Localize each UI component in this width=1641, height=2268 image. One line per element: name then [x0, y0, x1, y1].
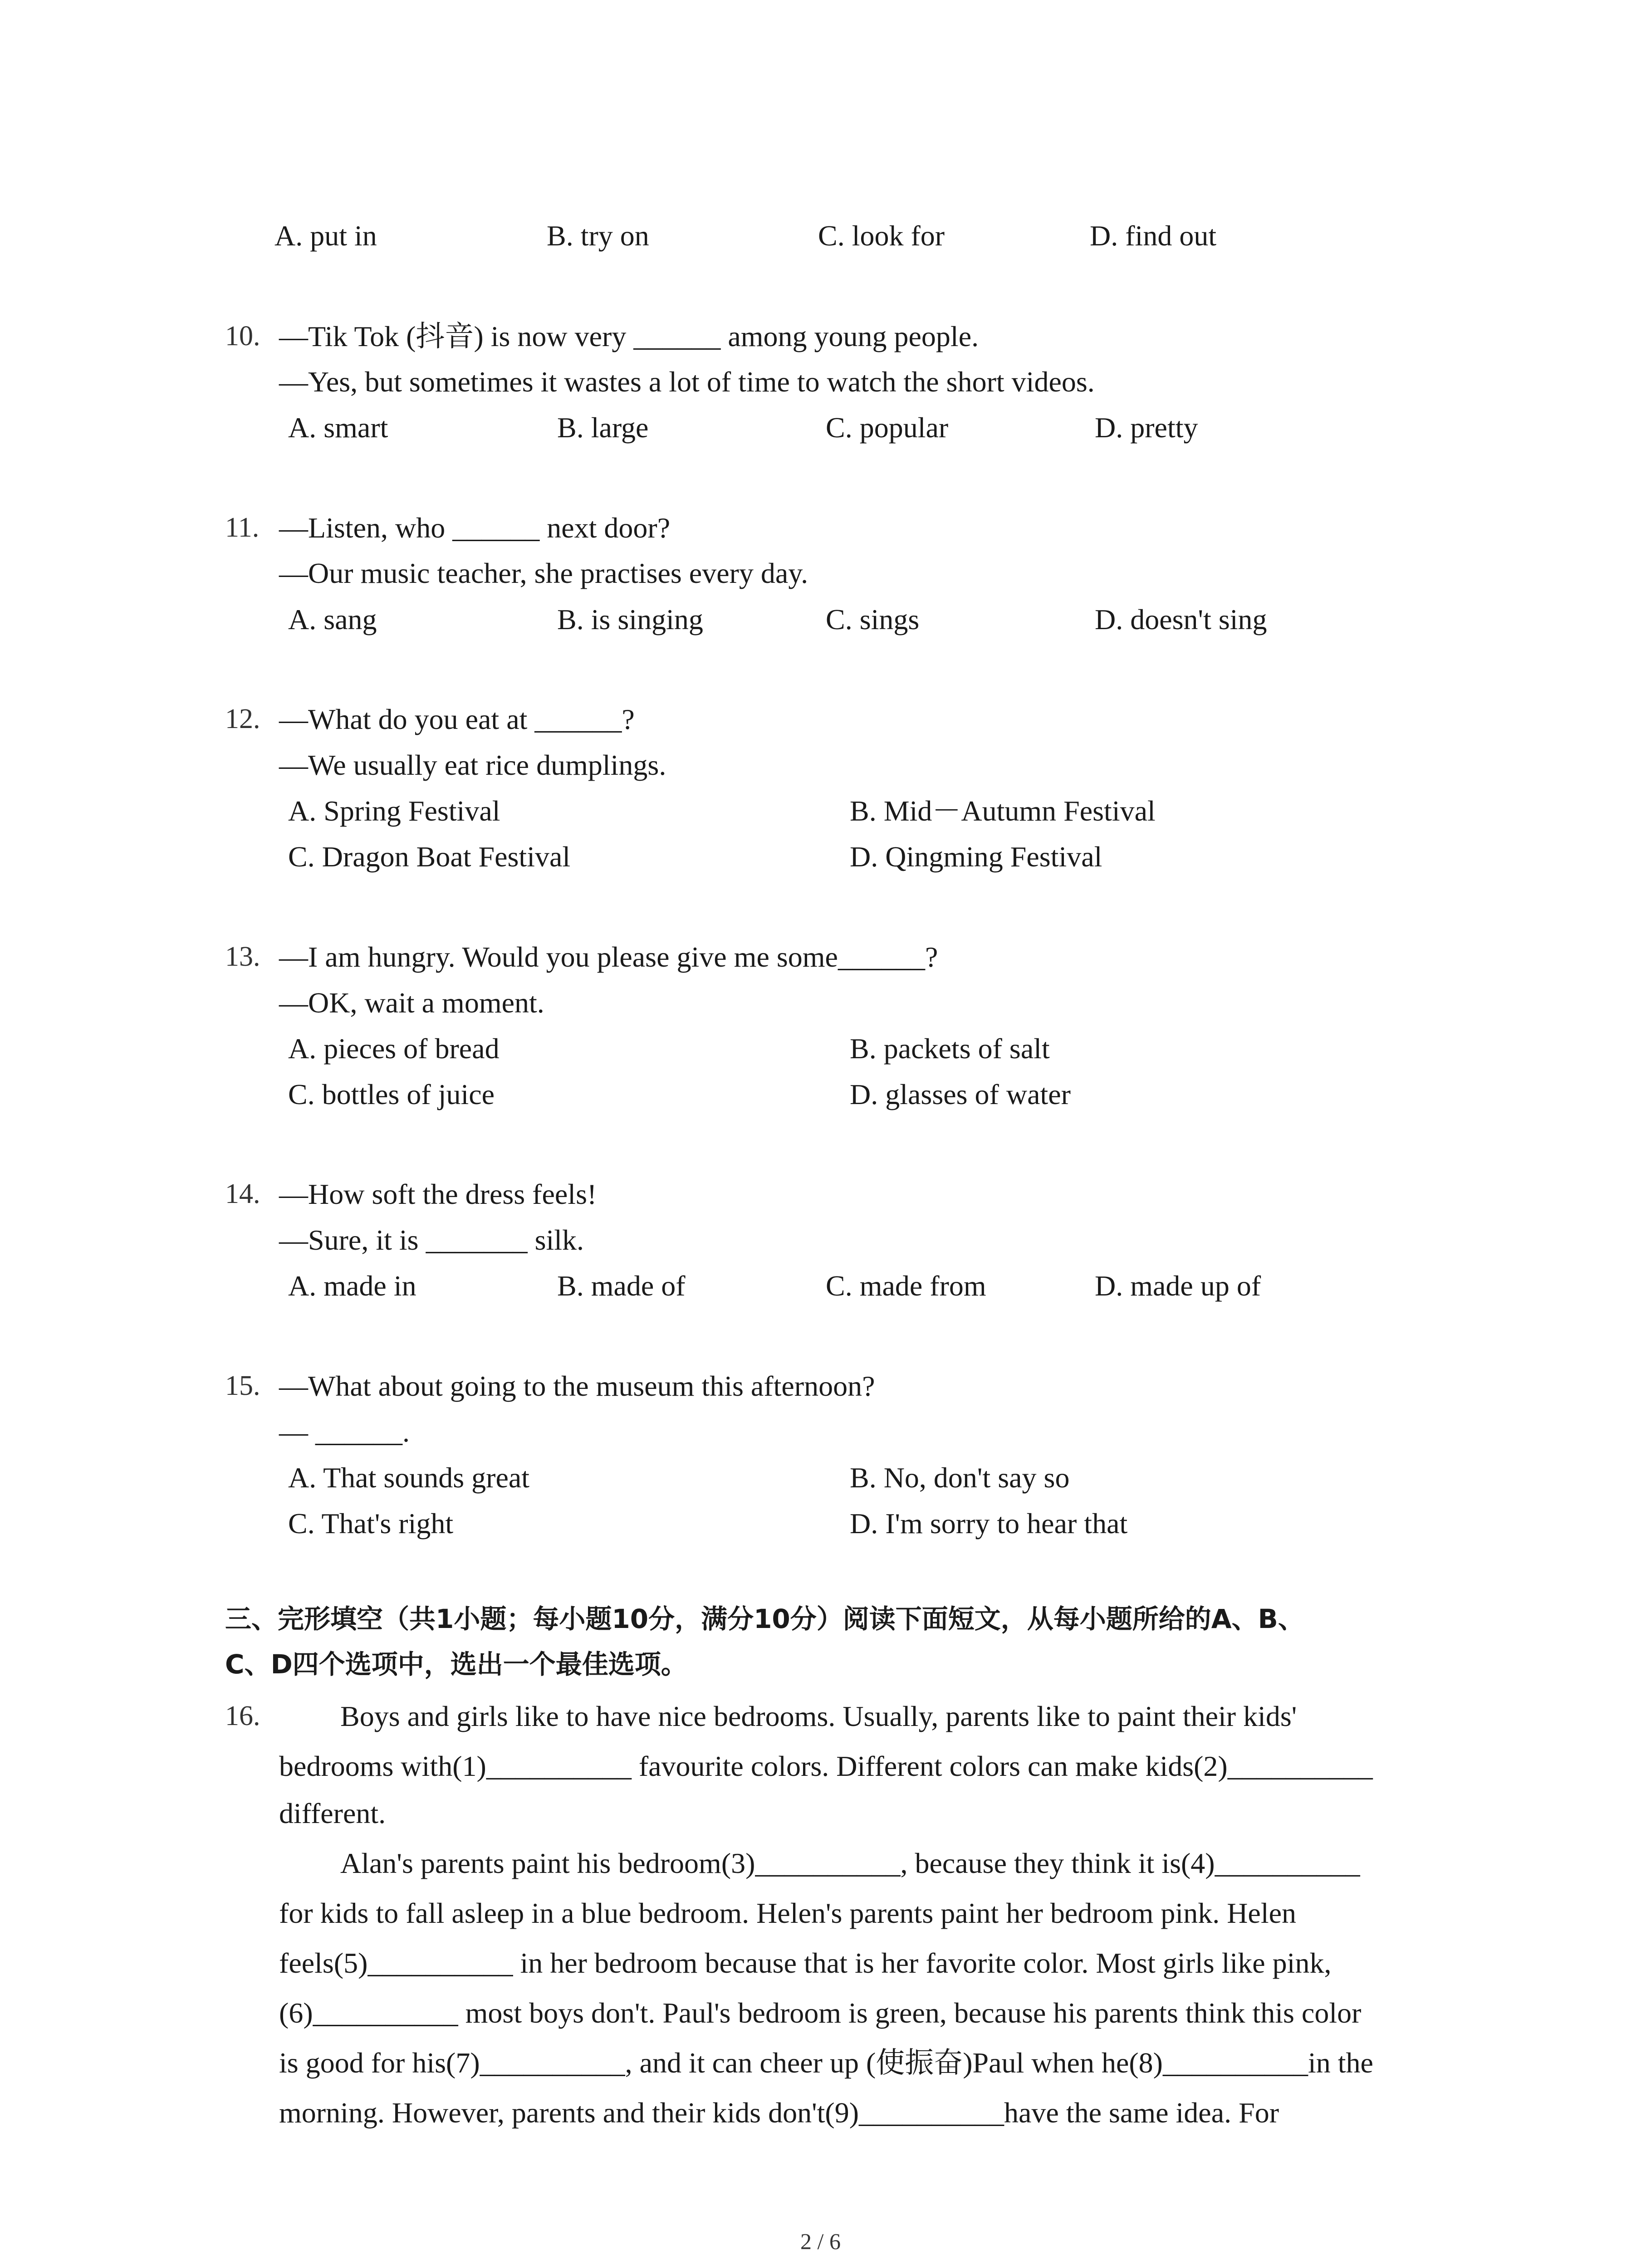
option-d: D. glasses of water [850, 1078, 1071, 1110]
option-b: B. No, don't say so [850, 1461, 1070, 1494]
question-number: 16. [225, 1701, 260, 1731]
question-prompt: —How soft the dress feels! [279, 1178, 597, 1210]
question-prompt: —What about going to the museum this afternoon? [279, 1370, 875, 1402]
option-c: C. look for [818, 220, 945, 252]
question-prompt: —What do you eat at ______? [279, 703, 635, 735]
option-b: B. packets of salt [850, 1032, 1050, 1065]
option-a: A. smart [288, 411, 388, 444]
option-a: A. That sounds great [288, 1461, 530, 1494]
option-b: B. large [557, 411, 649, 444]
passage-line: Boys and girls like to have nice bedrooms. Usually, parents like to paint their kids' [340, 1700, 1297, 1732]
option-b: B. Mid－Autumn Festival [850, 795, 1156, 827]
option-d: D. Qingming Festival [850, 841, 1102, 873]
question-reply: —We usually eat rice dumplings. [279, 749, 666, 781]
option-d: D. doesn't sing [1095, 603, 1267, 635]
option-c: C. popular [826, 411, 949, 444]
passage-line: different. [279, 1797, 386, 1829]
option-c: C. Dragon Boat Festival [288, 841, 571, 873]
question-reply: —Yes, but sometimes it wastes a lot of time to watch the short videos. [279, 366, 1095, 398]
section-heading-line-2: C、D四个选项中，选出一个最佳选项。 [225, 1649, 687, 1680]
question-number: 10. [225, 321, 260, 352]
option-b: B. is singing [557, 603, 703, 635]
option-c: C. made from [826, 1270, 986, 1302]
option-d: D. pretty [1095, 411, 1198, 444]
passage-line: (6)__________ most boys don't. Paul's bedroom is green, because his parents think this color [279, 1997, 1362, 2029]
option-b: B. made of [557, 1270, 686, 1302]
passage-line: bedrooms with(1)__________ favourite colors. Different colors can make kids(2)__________ [279, 1750, 1373, 1782]
passage-line: feels(5)__________ in her bedroom because that is her favorite color. Most girls like pink, [279, 1947, 1332, 1979]
option-b: B. try on [547, 220, 649, 252]
passage-line: for kids to fall asleep in a blue bedroom. Helen's parents paint her bedroom pink. Helen [279, 1897, 1296, 1929]
passage-line: Alan's parents paint his bedroom(3)__________, because they think it is(4)__________ [340, 1847, 1360, 1879]
option-d: D. I'm sorry to hear that [850, 1507, 1128, 1540]
passage-line: is good for his(7)__________, and it can cheer up (使振奋)Paul when he(8)__________in the [279, 2047, 1373, 2079]
question-prompt: —Tik Tok (抖音) is now very ______ among young people. [279, 320, 979, 352]
option-d: D. find out [1090, 220, 1217, 252]
option-a: A. made in [288, 1270, 416, 1302]
question-prompt: —Listen, who ______ next door? [279, 512, 671, 544]
question-reply: —Sure, it is _______ silk. [279, 1224, 584, 1256]
option-a: A. put in [274, 220, 377, 252]
page-number: 2 / 6 [800, 2229, 841, 2254]
option-d: D. made up of [1095, 1270, 1261, 1302]
question-number: 11. [225, 512, 260, 543]
option-c: C. That's right [288, 1507, 454, 1540]
question-number: 12. [225, 704, 260, 734]
question-reply: — ______. [279, 1416, 410, 1448]
option-a: A. Spring Festival [288, 795, 500, 827]
question-reply: —Our music teacher, she practises every day. [279, 557, 808, 589]
option-c: C. bottles of juice [288, 1078, 495, 1110]
question-reply: —OK, wait a moment. [279, 987, 544, 1019]
question-number: 14. [225, 1178, 260, 1209]
question-number: 15. [225, 1370, 260, 1401]
option-a: A. pieces of bread [288, 1032, 500, 1065]
option-a: A. sang [288, 603, 377, 635]
question-prompt: —I am hungry. Would you please give me some______? [279, 941, 938, 973]
question-number: 13. [225, 941, 260, 972]
option-c: C. sings [826, 603, 920, 635]
passage-line: morning. However, parents and their kids don't(9)__________have the same idea. For [279, 2097, 1279, 2129]
section-heading-line-1: 三、完形填空（共1小题；每小题10分，满分10分）阅读下面短文，从每小题所给的A、B、 [225, 1603, 1304, 1634]
